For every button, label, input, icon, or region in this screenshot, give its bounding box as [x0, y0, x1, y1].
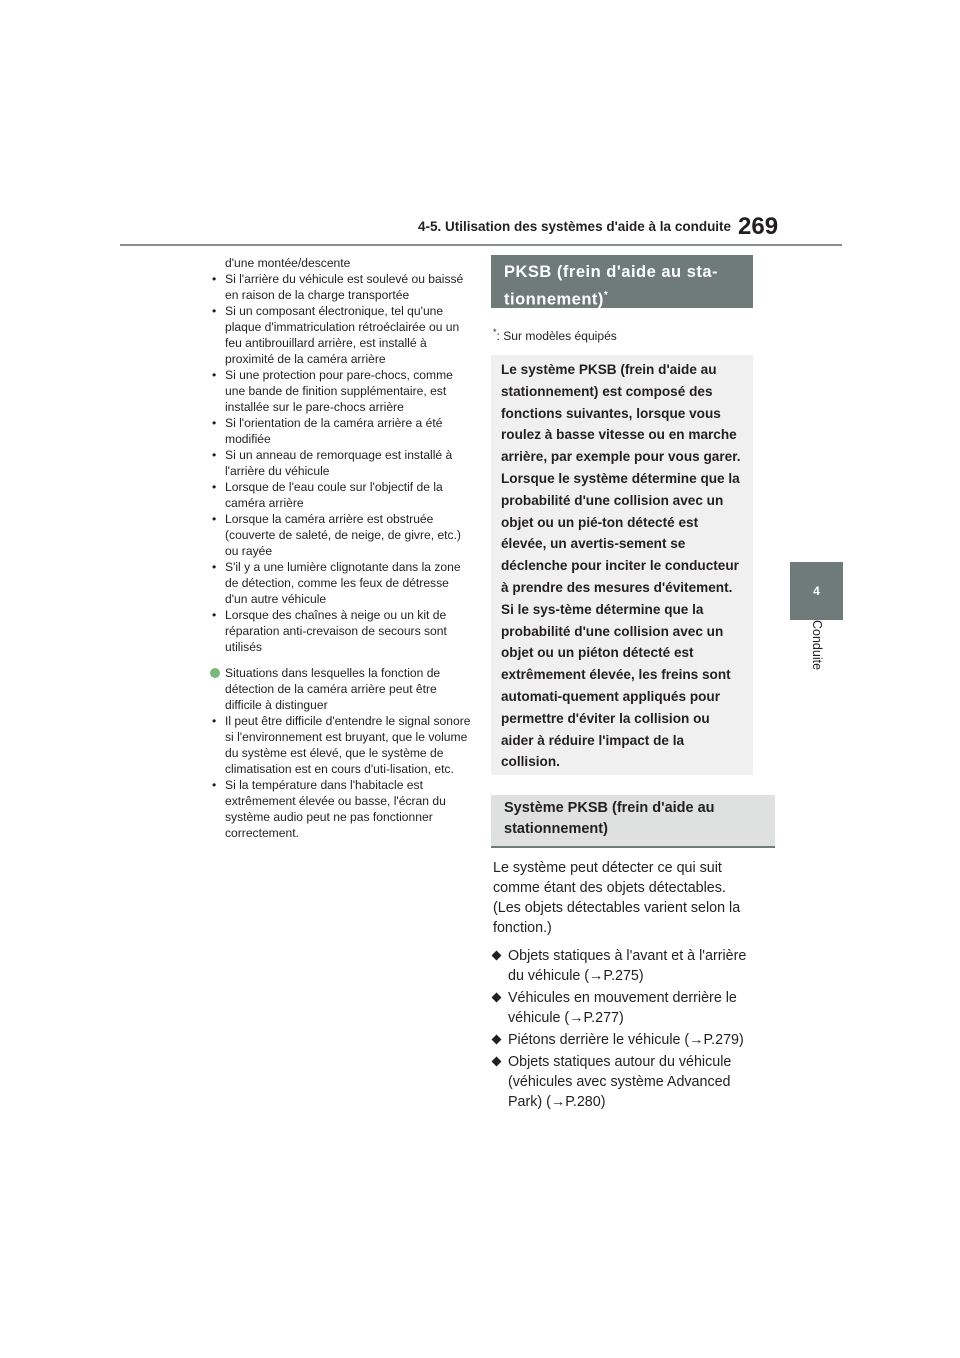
right-column [491, 255, 753, 1114]
list-item: • Lorsque des chaînes à neige ou un kit de réparation anti-crevaison de secours sont utilisés [210, 607, 472, 655]
list-item [491, 946, 753, 986]
green-circle-icon [210, 668, 220, 678]
list-item-text: Piétons derrière le véhicule (→P.279) [508, 1032, 744, 1049]
intro-box [491, 355, 753, 775]
main-heading-asterisk: * [603, 290, 609, 301]
chapter-tab: 4 [790, 562, 843, 620]
footnote-text: : Sur modèles équipés [496, 329, 617, 344]
list-item: • Si l'arrière du véhicule est soulevé ou baissé en raison de la charge transportée [210, 271, 472, 303]
main-heading-text: PKSB (frein d'aide au sta-tionnement) [504, 263, 719, 309]
situation-list [210, 713, 472, 841]
diamond-bullet-icon [492, 1035, 502, 1045]
list-item: • Lorsque de l'eau coule sur l'objectif de la caméra arrière [210, 479, 472, 511]
list-item: • Si l'orientation de la caméra arrière a été modifiée [210, 415, 472, 447]
list-item-text: Objets statiques autour du véhicule (véhicules avec système Advanced Park) (→P.280) [508, 1054, 732, 1111]
situation-heading-text: Situations dans lesquelles la fonction de détection de la caméra arrière peut être difficile à distinguer [225, 666, 441, 712]
situation-heading [210, 665, 472, 713]
diamond-bullet-icon [492, 993, 502, 1003]
main-heading [491, 255, 753, 308]
diamond-bullet-icon [492, 1057, 502, 1067]
list-item: • S'il y a une lumière clignotante dans la zone de détection, comme les feux de détresse d'un autre véhicule [210, 559, 472, 607]
detectable-objects-list [491, 946, 753, 1112]
left-column [210, 255, 472, 841]
diamond-bullet-icon [492, 951, 502, 961]
list-item-text: Véhicules en mouvement derrière le véhicule (→P.277) [508, 990, 737, 1027]
list-item: • Lorsque la caméra arrière est obstruée (couverte de saleté, de neige, de givre, etc.) ou rayée [210, 511, 472, 559]
list-item [491, 1052, 753, 1112]
footnote-asterisk: * [493, 327, 497, 337]
list-item: • Il peut être difficile d'entendre le signal sonore si l'environnement est bruyant, que le volume du système est élevé, que le système de climatisation est en cours d'uti-lisation, etc. [210, 713, 472, 777]
condition-list [210, 271, 472, 655]
footnote [491, 324, 753, 344]
intro-text: Le système PKSB (frein d'aide au stationnement) est composé des fonctions suivantes, lorsque vous roulez à basse vitesse ou en marche arrière, par exemple pour vous garer. Lorsque le système détermine que la probabilité d'une collision avec un objet ou un pié-ton détecté est élevée, un avertis-sement se déclenche pour inciter le conducteur à prendre des mesures d'évitement. Si le sys-tème détermine que la probabilité d'une collision avec un objet ou un piéton détecté est extrêmement élevée, les freins sont automati-quement appliqués pour permettre d'éviter la collision ou aider à réduire l'impact de la collision. [501, 362, 741, 770]
header-rule [120, 244, 842, 246]
chapter-label: Conduite [810, 620, 824, 671]
body-text: Le système peut détecter ce qui suit comme étant des objets détectables. (Les objets détectables varient selon la fonction.) [493, 860, 741, 937]
list-item [491, 1030, 753, 1050]
section-title: 4-5. Utilisation des systèmes d'aide à la conduite [418, 219, 732, 234]
list-item: • Si un anneau de remorquage est installé à l'arrière du véhicule [210, 447, 472, 479]
list-item: • Si un composant électronique, tel qu'une plaque d'immatriculation rétroéclairée ou un feu antibrouillard arrière, est installé à proximité de la caméra arrière [210, 303, 472, 367]
list-item: • Si une protection pour pare-chocs, comme une bande de finition supplémentaire, est installée sur le pare-chocs arrière [210, 367, 472, 415]
continuation-text: d'une montée/descente [225, 256, 351, 270]
list-item: • Si la température dans l'habitacle est extrêmement élevée ou basse, l'écran du système audio peut ne pas fonctionner correctement. [210, 777, 472, 841]
list-item-text: Objets statiques à l'avant et à l'arrière du véhicule (→P.275) [508, 948, 747, 985]
list-item [491, 988, 753, 1028]
sub-heading: Système PKSB (frein d'aide au stationnement) [491, 795, 775, 848]
page-number: 269 [738, 213, 779, 240]
